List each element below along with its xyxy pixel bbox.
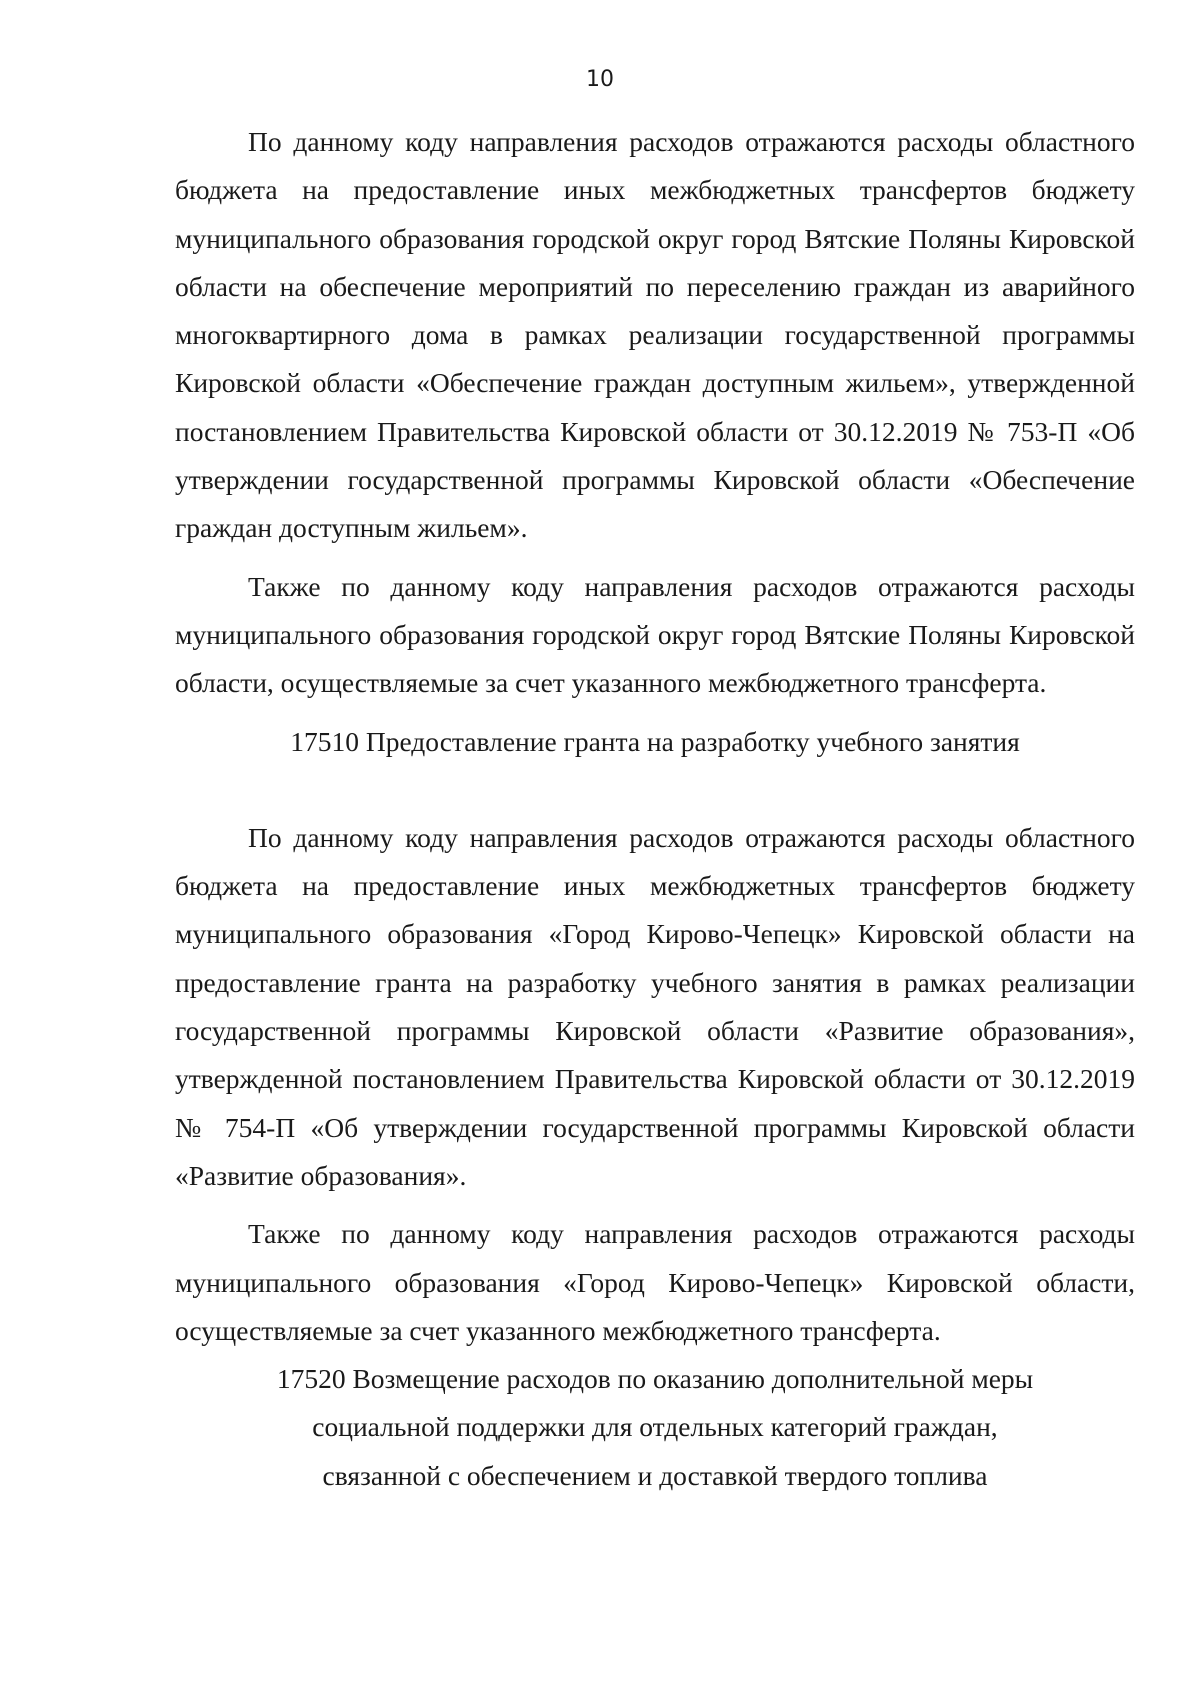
- heading-line: связанной с обеспечением и доставкой твердого топлива: [322, 1459, 988, 1491]
- spacer: [175, 553, 1135, 563]
- document-body: [175, 118, 1135, 1500]
- heading-line: социальной поддержки для отдельных категорий граждан,: [312, 1411, 998, 1443]
- heading-line: 17510 Предоставление гранта на разработку учебного занятия: [290, 725, 1020, 757]
- section-heading-17510: [175, 718, 1135, 766]
- spacer: [175, 766, 1135, 814]
- spacer: [175, 708, 1135, 718]
- spacer: [175, 1200, 1135, 1210]
- paragraph-expenses-kirovo-chepetsk: Также по данному коду направления расходов отражаются расходы муниципального образования «Город Кирово-Чепецк» Кировской области, осуществляемые за счет указанного межбюджетного трансферта.: [175, 1218, 1135, 1346]
- paragraph-transfer-kirovo-chepetsk: По данному коду направления расходов отражаются расходы областного бюджета на предоставление иных межбюджетных трансфертов бюджету муниципального образования «Город Кирово-Чепецк» Кировской области на предоставление гранта на разработку учебного занятия в рамках реализации государственной программы Кировской области «Развитие образования», утвержденной постановлением Правительства Кировской области от 30.12.2019 № 754-П «Об утверждении государственной программы Кировской области «Развитие образования».: [175, 821, 1135, 1191]
- paragraph-expenses-vyatskie-polyany: Также по данному коду направления расходов отражаются расходы муниципального образования городской округ город Вятские Поляны Кировской области, осуществляемые за счет указанного межбюджетного трансферта.: [175, 570, 1135, 699]
- section-heading-17520: [175, 1355, 1135, 1500]
- heading-line: 17520 Возмещение расходов по оказанию дополнительной меры: [276, 1363, 1034, 1395]
- paragraph-transfer-vyatskie-polyany: По данному коду направления расходов отражаются расходы областного бюджета на предоставление иных межбюджетных трансфертов бюджету муниципального образования городской округ город Вятские Поляны Кировской области на обеспечение мероприятий по переселению граждан из аварийного многоквартирного дома в рамках реализации государственной программы Кировской области «Обеспечение граждан доступным жильем», утвержденной постановлением Правительства Кировской области от 30.12.2019 № 753-П «Об утверждении государственной программы Кировской области «Обеспечение граждан доступным жильем».: [175, 126, 1135, 544]
- page-number: 10: [586, 67, 614, 92]
